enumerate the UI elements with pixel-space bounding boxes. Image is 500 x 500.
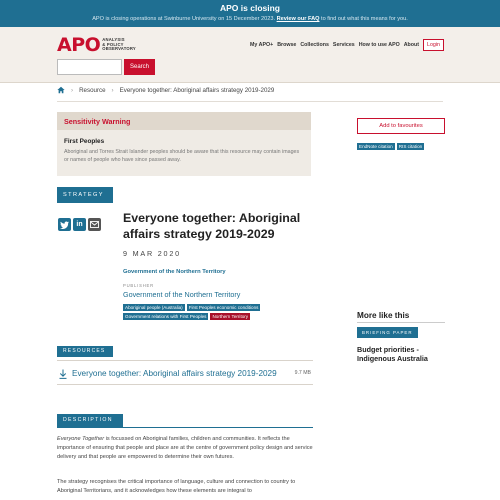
- email-icon[interactable]: [88, 218, 101, 231]
- nav-how-to-use[interactable]: How to use APO: [358, 42, 400, 48]
- topic-tag[interactable]: First Peoples economic conditions: [188, 305, 259, 310]
- organisation-link[interactable]: Government of the Northern Territory: [123, 269, 226, 275]
- banner-text: [0, 16, 500, 22]
- page-title: Everyone together: Aboriginal affairs strategy 2019-2029: [123, 211, 301, 242]
- divider: [57, 101, 443, 102]
- publisher-link[interactable]: Government of the Northern Territory: [123, 290, 241, 299]
- topic-tag[interactable]: Aboriginal people (Australia): [125, 305, 183, 310]
- banner-text-before: APO is closing operations at Swinburne University on 15 December 2023.: [92, 16, 276, 22]
- related-item-link[interactable]: Budget priorities - Indigenous Australia: [357, 345, 428, 364]
- description-paragraph: [57, 435, 313, 462]
- topic-tags: [123, 304, 313, 320]
- nav-services[interactable]: Services: [332, 42, 355, 48]
- citation-links: [357, 143, 424, 150]
- nav-my-apo[interactable]: My APO+: [250, 42, 274, 48]
- banner-text-after: to find out what this means for you.: [321, 16, 408, 22]
- resource-file-size: 9.7 MB: [294, 370, 311, 376]
- warning-title: First Peoples: [64, 138, 105, 145]
- logo-sub-1: ANALYSIS: [102, 37, 125, 43]
- endnote-citation-button[interactable]: EndNote citation: [359, 144, 393, 149]
- download-icon[interactable]: [59, 369, 67, 379]
- more-like-this-heading: More like this: [357, 311, 410, 320]
- related-type-tag: BRIEFING PAPER: [357, 327, 418, 338]
- login-button[interactable]: Login: [423, 39, 444, 51]
- warning-body: Aboriginal and Torres Strait Islander peoples should be aware that this resource may contain images or names of people who have since passed away.: [64, 149, 300, 164]
- breadcrumb: [57, 86, 274, 94]
- divider: [357, 322, 445, 323]
- logo-sub-3: OBSERVATORY: [102, 46, 136, 52]
- breadcrumb-separator: ›: [111, 86, 114, 94]
- resources-tag: RESOURCES: [57, 346, 113, 357]
- description-emphasis: Everyone Together: [57, 436, 105, 442]
- banner-title: APO is closing: [220, 3, 280, 13]
- apo-logo[interactable]: [57, 34, 136, 56]
- twitter-icon[interactable]: [58, 218, 71, 231]
- add-to-favourites-button[interactable]: Add to favourites: [357, 118, 445, 134]
- resource-file-row[interactable]: [57, 368, 313, 382]
- breadcrumb-separator: ›: [71, 86, 74, 94]
- linkedin-icon[interactable]: in: [73, 218, 86, 231]
- search-button[interactable]: Search: [124, 59, 155, 75]
- sensitivity-warning: [57, 112, 311, 176]
- warning-heading: Sensitivity Warning: [57, 112, 311, 130]
- resource-file-link[interactable]: Everyone together: Aboriginal affairs strategy 2019-2029: [72, 369, 277, 378]
- nav-collections[interactable]: Collections: [300, 42, 329, 48]
- share-buttons: [58, 218, 101, 231]
- home-icon[interactable]: [57, 86, 65, 94]
- topic-tag-location[interactable]: Northern Territory: [212, 314, 249, 319]
- divider: [57, 384, 313, 385]
- description-tag: DESCRIPTION: [57, 414, 123, 427]
- closing-banner: [0, 0, 500, 27]
- description-text: is focussed on Aboriginal families, children and communities. It reflects the importance of ensuring that people and place are at the centre of government policy design and service delivery and that people are empowered to determine their own futures.: [57, 436, 313, 461]
- logo-subtitle: [102, 38, 136, 51]
- search-input[interactable]: [57, 59, 122, 75]
- divider: [57, 427, 313, 428]
- ris-citation-button[interactable]: RIS citation: [398, 144, 423, 149]
- faq-link[interactable]: Review our FAQ: [276, 16, 320, 22]
- logo-sub-2: & POLICY: [102, 41, 124, 47]
- main-nav: [250, 39, 444, 51]
- nav-about[interactable]: About: [403, 42, 420, 48]
- logo-wordmark: APO: [57, 34, 101, 56]
- nav-browse[interactable]: Browse: [277, 42, 297, 48]
- resource-type-tag: STRATEGY: [57, 187, 113, 203]
- divider: [57, 360, 313, 361]
- publication-date: 9 MAR 2020: [123, 249, 181, 258]
- publisher-label: PUBLISHER: [123, 283, 154, 288]
- description-paragraph: The strategy recognises the critical importance of language, culture and connection to country to Aboriginal Territorians, and it acknowledges how these elements are integral to: [57, 479, 296, 495]
- topic-tag[interactable]: Government relations with First Peoples: [125, 314, 207, 319]
- breadcrumb-resource[interactable]: Resource: [79, 86, 106, 94]
- breadcrumb-current: Everyone together: Aboriginal affairs strategy 2019-2029: [119, 86, 275, 94]
